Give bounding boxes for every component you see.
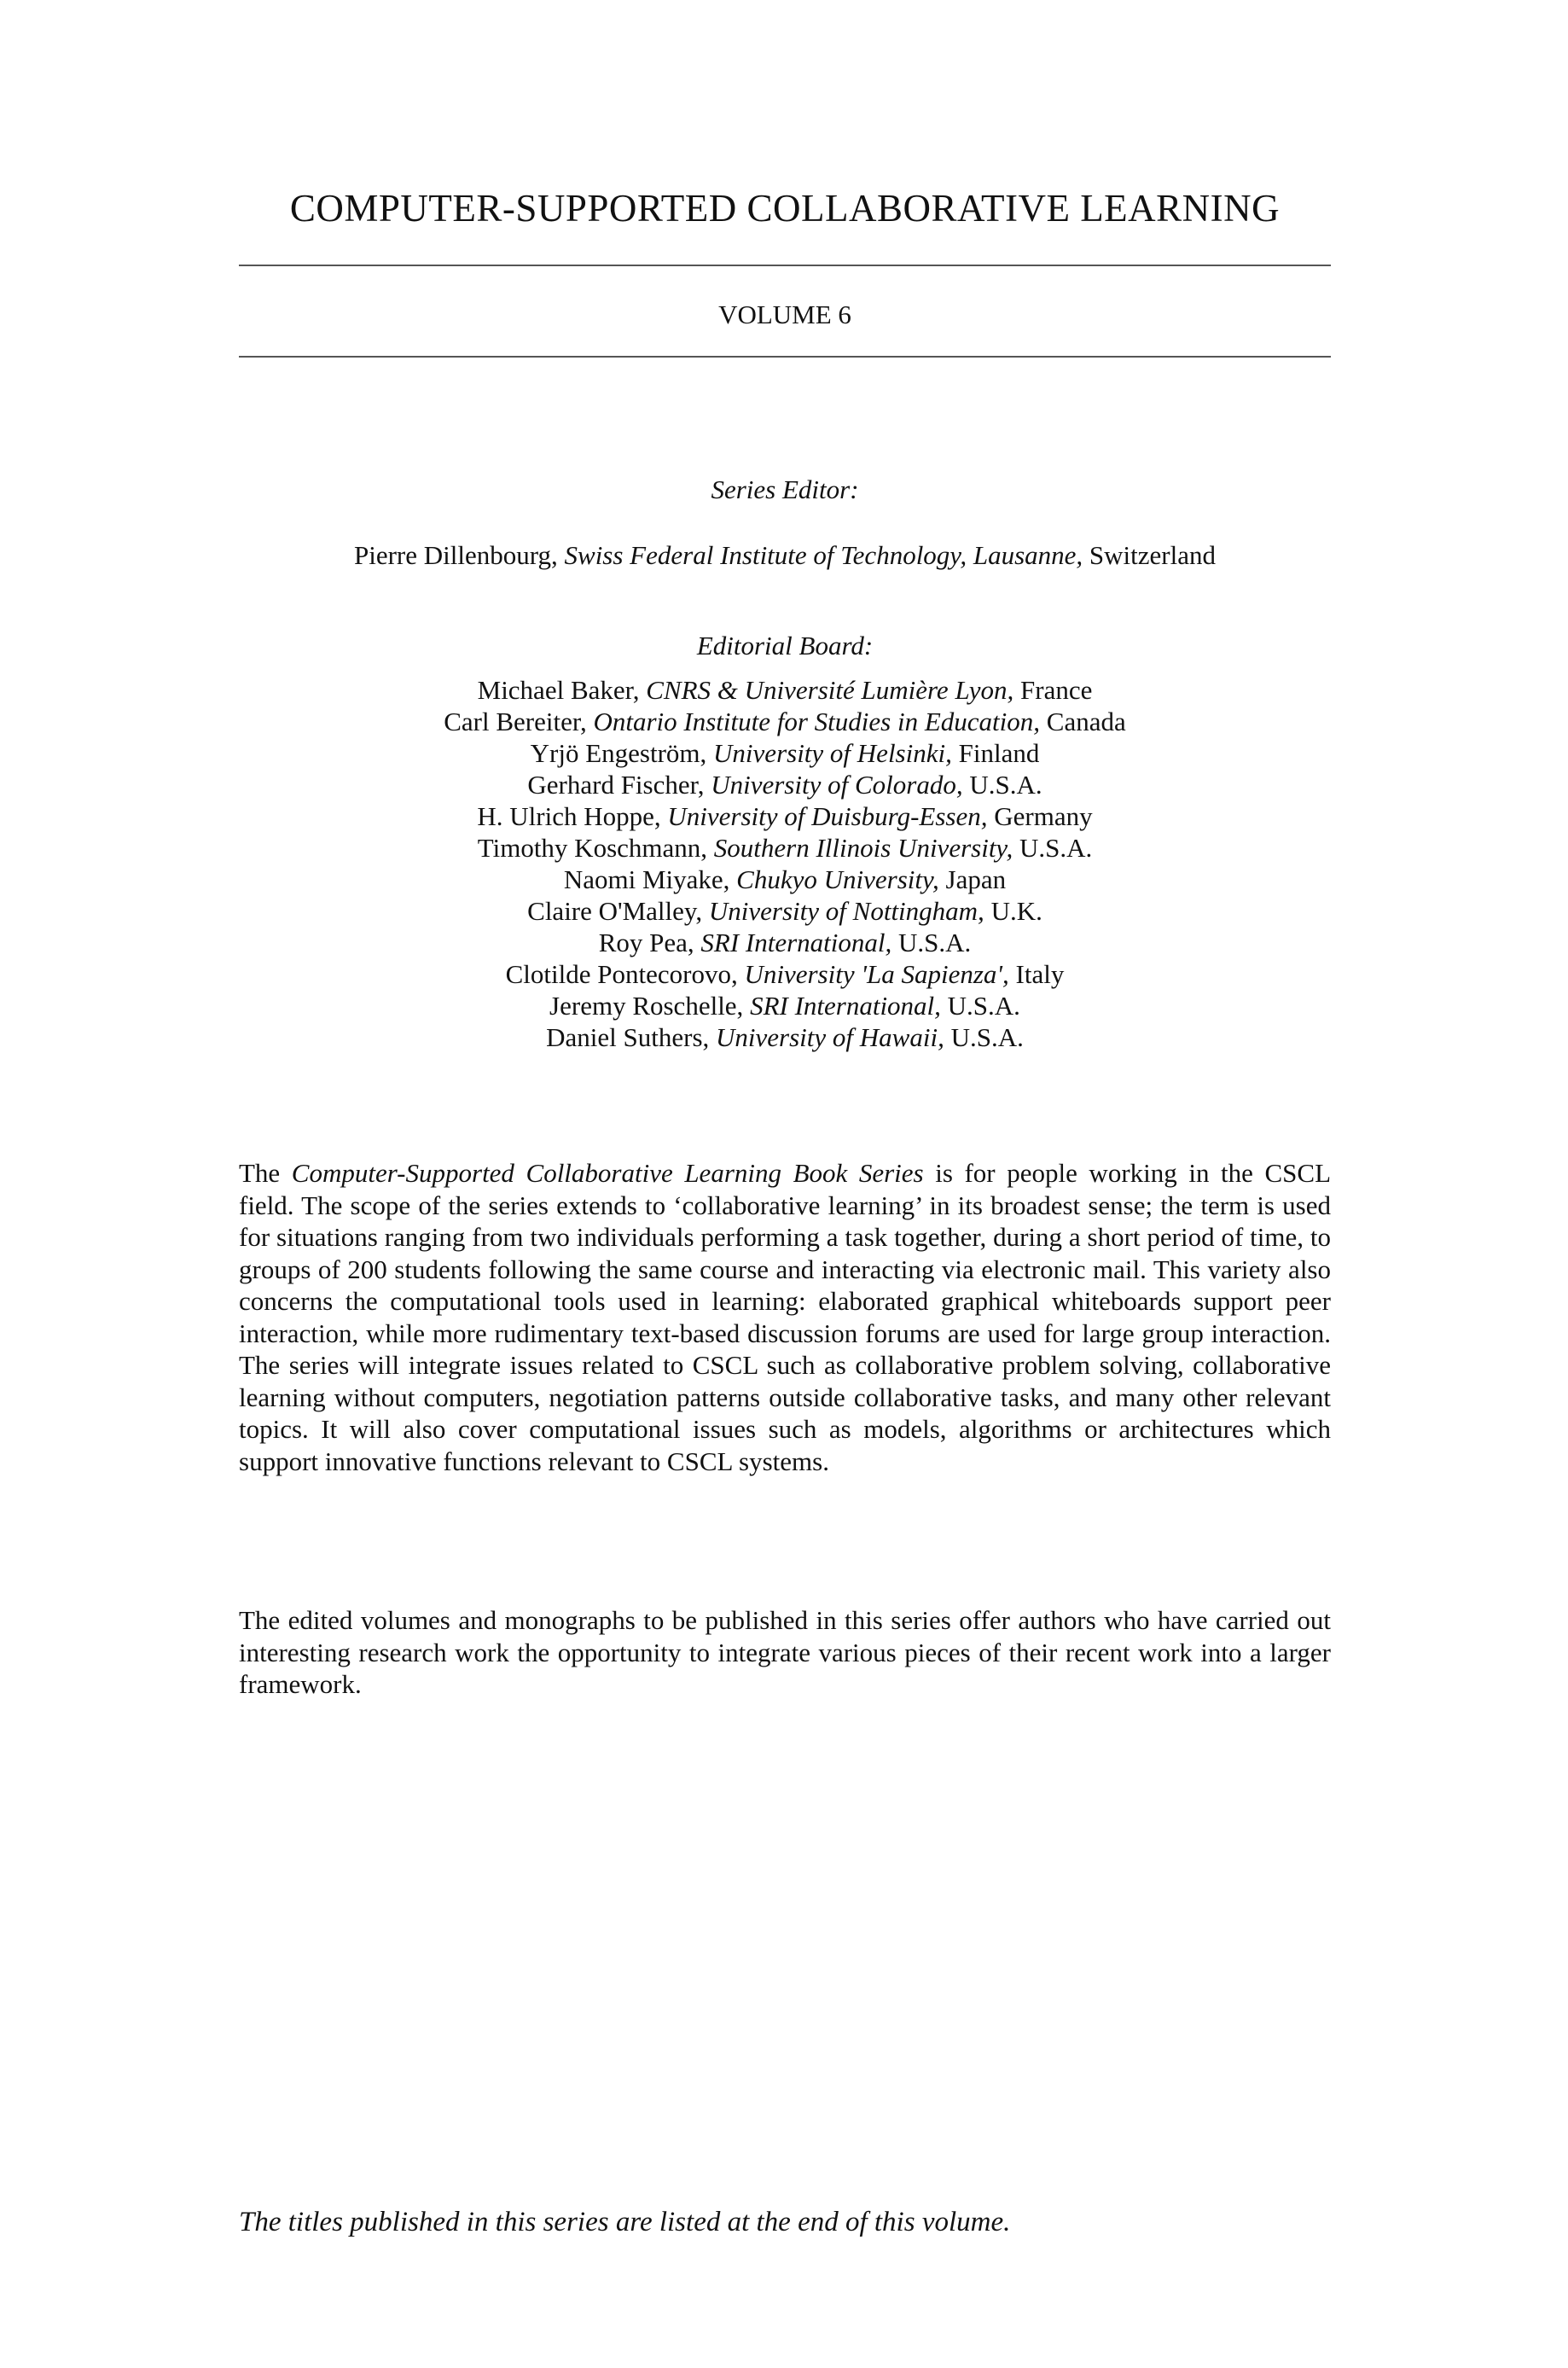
book-series-name: Computer-Supported Collaborative Learning Book Series xyxy=(291,1158,924,1188)
editor-affiliation: Swiss Federal Institute of Technology, Lausanne, xyxy=(564,540,1083,570)
member-affiliation: SRI International, xyxy=(700,928,892,957)
editor-country: Switzerland xyxy=(1089,540,1216,570)
member-country: U.S.A. xyxy=(947,991,1020,1021)
board-member xyxy=(239,1021,1331,1053)
member-affiliation: University of Duisburg-Essen, xyxy=(667,801,988,831)
member-name: Carl Bereiter, xyxy=(444,707,587,736)
member-country: Italy xyxy=(1015,959,1065,989)
series-title: COMPUTER-SUPPORTED COLLABORATIVE LEARNING xyxy=(289,187,1281,230)
member-affiliation: University of Nottingham, xyxy=(708,896,984,926)
member-affiliation: CNRS & Université Lumière Lyon, xyxy=(646,675,1014,705)
member-country: U.K. xyxy=(990,896,1042,926)
member-name: Clotilde Pontecorovo, xyxy=(505,959,738,989)
member-name: Jeremy Roschelle, xyxy=(549,991,744,1021)
board-member xyxy=(239,674,1331,706)
board-member xyxy=(239,769,1331,800)
member-name: Yrjö Engeström, xyxy=(530,738,707,768)
member-affiliation: Southern Illinois University, xyxy=(713,833,1013,863)
member-name: Daniel Suthers, xyxy=(546,1022,710,1052)
top-divider xyxy=(239,265,1331,266)
member-country: U.S.A. xyxy=(950,1022,1024,1052)
series-description-paragraph xyxy=(239,1157,1331,1477)
member-name: Claire O'Malley, xyxy=(527,896,703,926)
member-country: Finland xyxy=(958,738,1040,768)
board-member xyxy=(239,864,1331,895)
footer-note: The titles published in this series are listed at the end of this volume. xyxy=(239,2207,1011,2237)
member-name: Michael Baker, xyxy=(477,675,640,705)
member-affiliation: University of Colorado, xyxy=(711,770,963,800)
para1-lead: The xyxy=(239,1158,281,1188)
series-editor-label: Series Editor: xyxy=(711,474,859,504)
member-name: Gerhard Fischer, xyxy=(527,770,705,800)
member-affiliation: University of Helsinki, xyxy=(713,738,952,768)
member-affiliation: University 'La Sapienza', xyxy=(744,959,1009,989)
bottom-divider xyxy=(239,356,1331,358)
member-affiliation: Chukyo University, xyxy=(736,864,939,894)
series-editor-entry xyxy=(239,539,1331,571)
member-country: Germany xyxy=(994,801,1093,831)
member-name: Roy Pea, xyxy=(598,928,694,957)
board-member xyxy=(239,927,1331,958)
board-member xyxy=(239,706,1331,737)
board-member xyxy=(239,800,1331,832)
member-affiliation: University of Hawaii, xyxy=(716,1022,944,1052)
member-affiliation: Ontario Institute for Studies in Education, xyxy=(593,707,1041,736)
member-name: H. Ulrich Hoppe, xyxy=(477,801,661,831)
editor-name: Pierre Dillenbourg, xyxy=(353,540,558,570)
member-name: Naomi Miyake, xyxy=(563,864,730,894)
volume-label: VOLUME 6 xyxy=(718,300,851,329)
board-member xyxy=(239,737,1331,769)
board-member xyxy=(239,832,1331,864)
editorial-board-label: Editorial Board: xyxy=(696,631,874,660)
volumes-paragraph: The edited volumes and monographs to be published in this series offer authors who have carried out interesting research work the opportunity to integrate various pieces of their recent work into a larger framework. xyxy=(239,1605,1331,1699)
para1-body: is for people working in the CSCL field. The scope of the series extends to ‘collaborative learning’ in its broadest sense; the term is used for situations ranging from two individuals performing a task together, during a short period of time, to groups of 200 students following the same course and interacting via electronic mail. This variety also concerns the computational tools used in learning: elaborated graphical whiteboards support peer interaction, while more rudimentary text-based discussion forums are used for large group interaction. The series will integrate issues related to CSCL such as collaborative problem solving, collaborative learning without computers, negotiation patterns outside collaborative tasks, and many other relevant topics. It will also cover computational issues such as models, algorithms or architectures which support innovative functions relevant to CSCL systems. xyxy=(239,1158,1332,1476)
member-country: U.S.A. xyxy=(1019,833,1093,863)
editorial-board-list xyxy=(239,674,1331,1053)
board-member xyxy=(239,895,1331,927)
member-name: Timothy Koschmann, xyxy=(477,833,708,863)
member-country: Japan xyxy=(945,864,1007,894)
board-member xyxy=(239,990,1331,1021)
member-country: U.S.A. xyxy=(969,770,1042,800)
board-member xyxy=(239,958,1331,990)
member-affiliation: SRI International, xyxy=(750,991,941,1021)
member-country: U.S.A. xyxy=(898,928,972,957)
member-country: Canada xyxy=(1046,707,1126,736)
member-country: France xyxy=(1020,675,1093,705)
